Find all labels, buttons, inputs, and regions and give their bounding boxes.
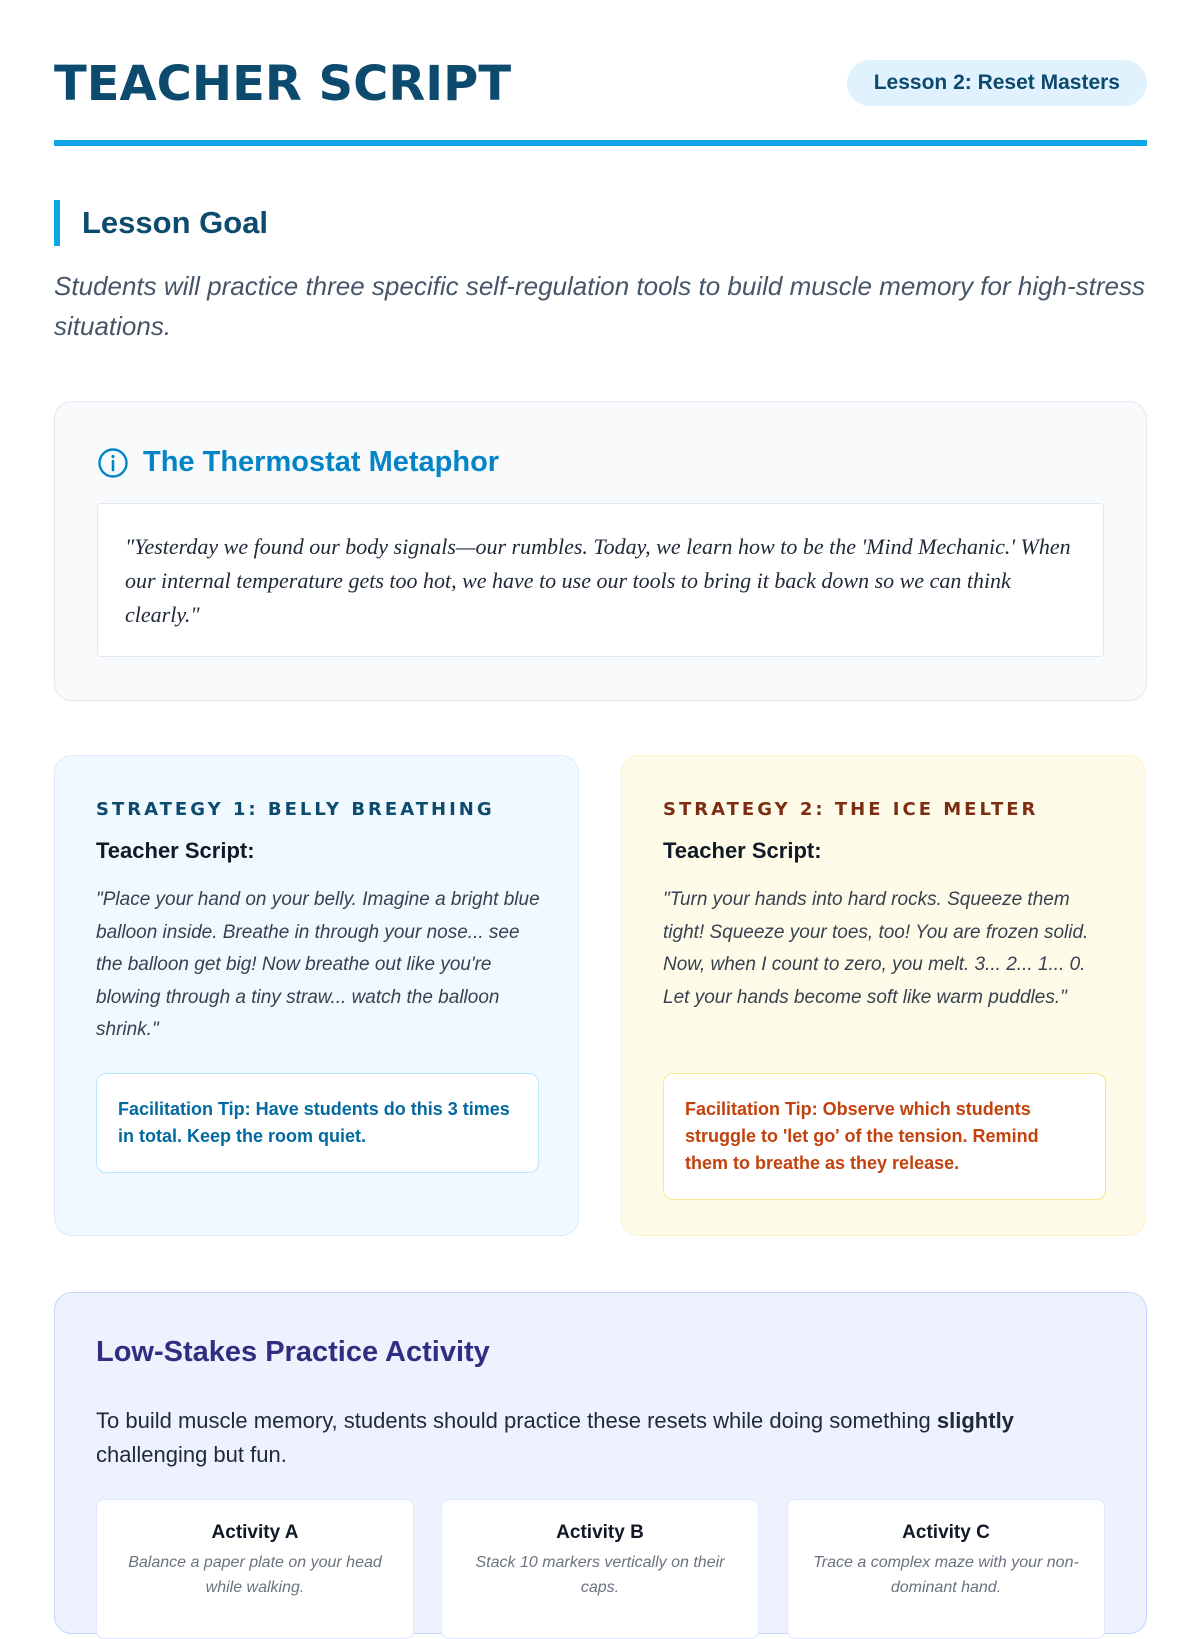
strategy-label: STRATEGY 1: BELLY BREATHING <box>96 799 495 820</box>
activity-title: Activity A <box>211 1522 299 1543</box>
page-title: TEACHER SCRIPT <box>54 56 512 112</box>
activity-description: Stack 10 markers vertically on their caps. <box>475 1554 725 1596</box>
activity-card-b <box>441 1499 759 1639</box>
activity-title: Activity C <box>902 1522 990 1543</box>
thermostat-heading: The Thermostat Metaphor <box>143 446 500 478</box>
practice-heading: Low-Stakes Practice Activity <box>96 1336 490 1368</box>
activity-card-a <box>96 1499 414 1639</box>
lesson-goal-heading: Lesson Goal <box>54 200 268 246</box>
practice-activity-section <box>54 1292 1147 1634</box>
strategy-card-ice-melter <box>621 755 1146 1236</box>
strategy-label: STRATEGY 2: THE ICE MELTER <box>663 799 1039 820</box>
strategy-subheading: Teacher Script: <box>663 838 822 863</box>
thermostat-metaphor-card <box>54 401 1147 701</box>
info-icon <box>97 447 129 479</box>
facilitation-tip: Facilitation Tip: Observe which students struggle to 'let go' of the tension. Remind them to breathe as they release. <box>663 1073 1106 1200</box>
lesson-badge: Lesson 2: Reset Masters <box>847 60 1147 106</box>
header-divider <box>54 140 1147 146</box>
activity-description: Balance a paper plate on your head while walking. <box>128 1554 382 1596</box>
thermostat-quote: "Yesterday we found our body signals—our rumbles. Today, we learn how to be the 'Mind Mechanic.' When our internal temperature gets too hot, we have to use our tools to bring it back down so we can think clearly." <box>97 503 1104 657</box>
strategy-card-belly-breathing <box>54 755 579 1236</box>
thermostat-heading-row <box>97 446 499 479</box>
activity-description: Trace a complex maze with your non-dominant hand. <box>813 1554 1079 1596</box>
activity-list <box>96 1499 1105 1639</box>
practice-text-before: To build muscle memory, students should practice these resets while doing something <box>96 1408 937 1433</box>
strategy-script: "Turn your hands into hard rocks. Squeeze them tight! Squeeze your toes, too! You are frozen solid. Now, when I count to zero, you melt. 3... 2... 1... 0. Let your hands become soft like warm puddles." <box>663 889 1089 1008</box>
teacher-script-page <box>54 0 1147 1600</box>
activity-title: Activity B <box>556 1522 644 1543</box>
practice-text-after: challenging but fun. <box>96 1442 287 1467</box>
strategy-script: "Place your hand on your belly. Imagine a bright blue balloon inside. Breathe in through your nose... see the balloon get big! Now breathe out like you're blowing through a tiny straw... watch the balloon shrink." <box>96 889 540 1040</box>
activity-card-c <box>787 1499 1105 1639</box>
lesson-goal-text: Students will practice three specific self-regulation tools to build muscle memory for high-stress situations. <box>54 271 1146 341</box>
strategy-subheading: Teacher Script: <box>96 838 255 863</box>
practice-text-bold: slightly <box>936 1408 1014 1433</box>
practice-description <box>96 1404 1106 1472</box>
facilitation-tip: Facilitation Tip: Have students do this 3 times in total. Keep the room quiet. <box>96 1073 539 1173</box>
